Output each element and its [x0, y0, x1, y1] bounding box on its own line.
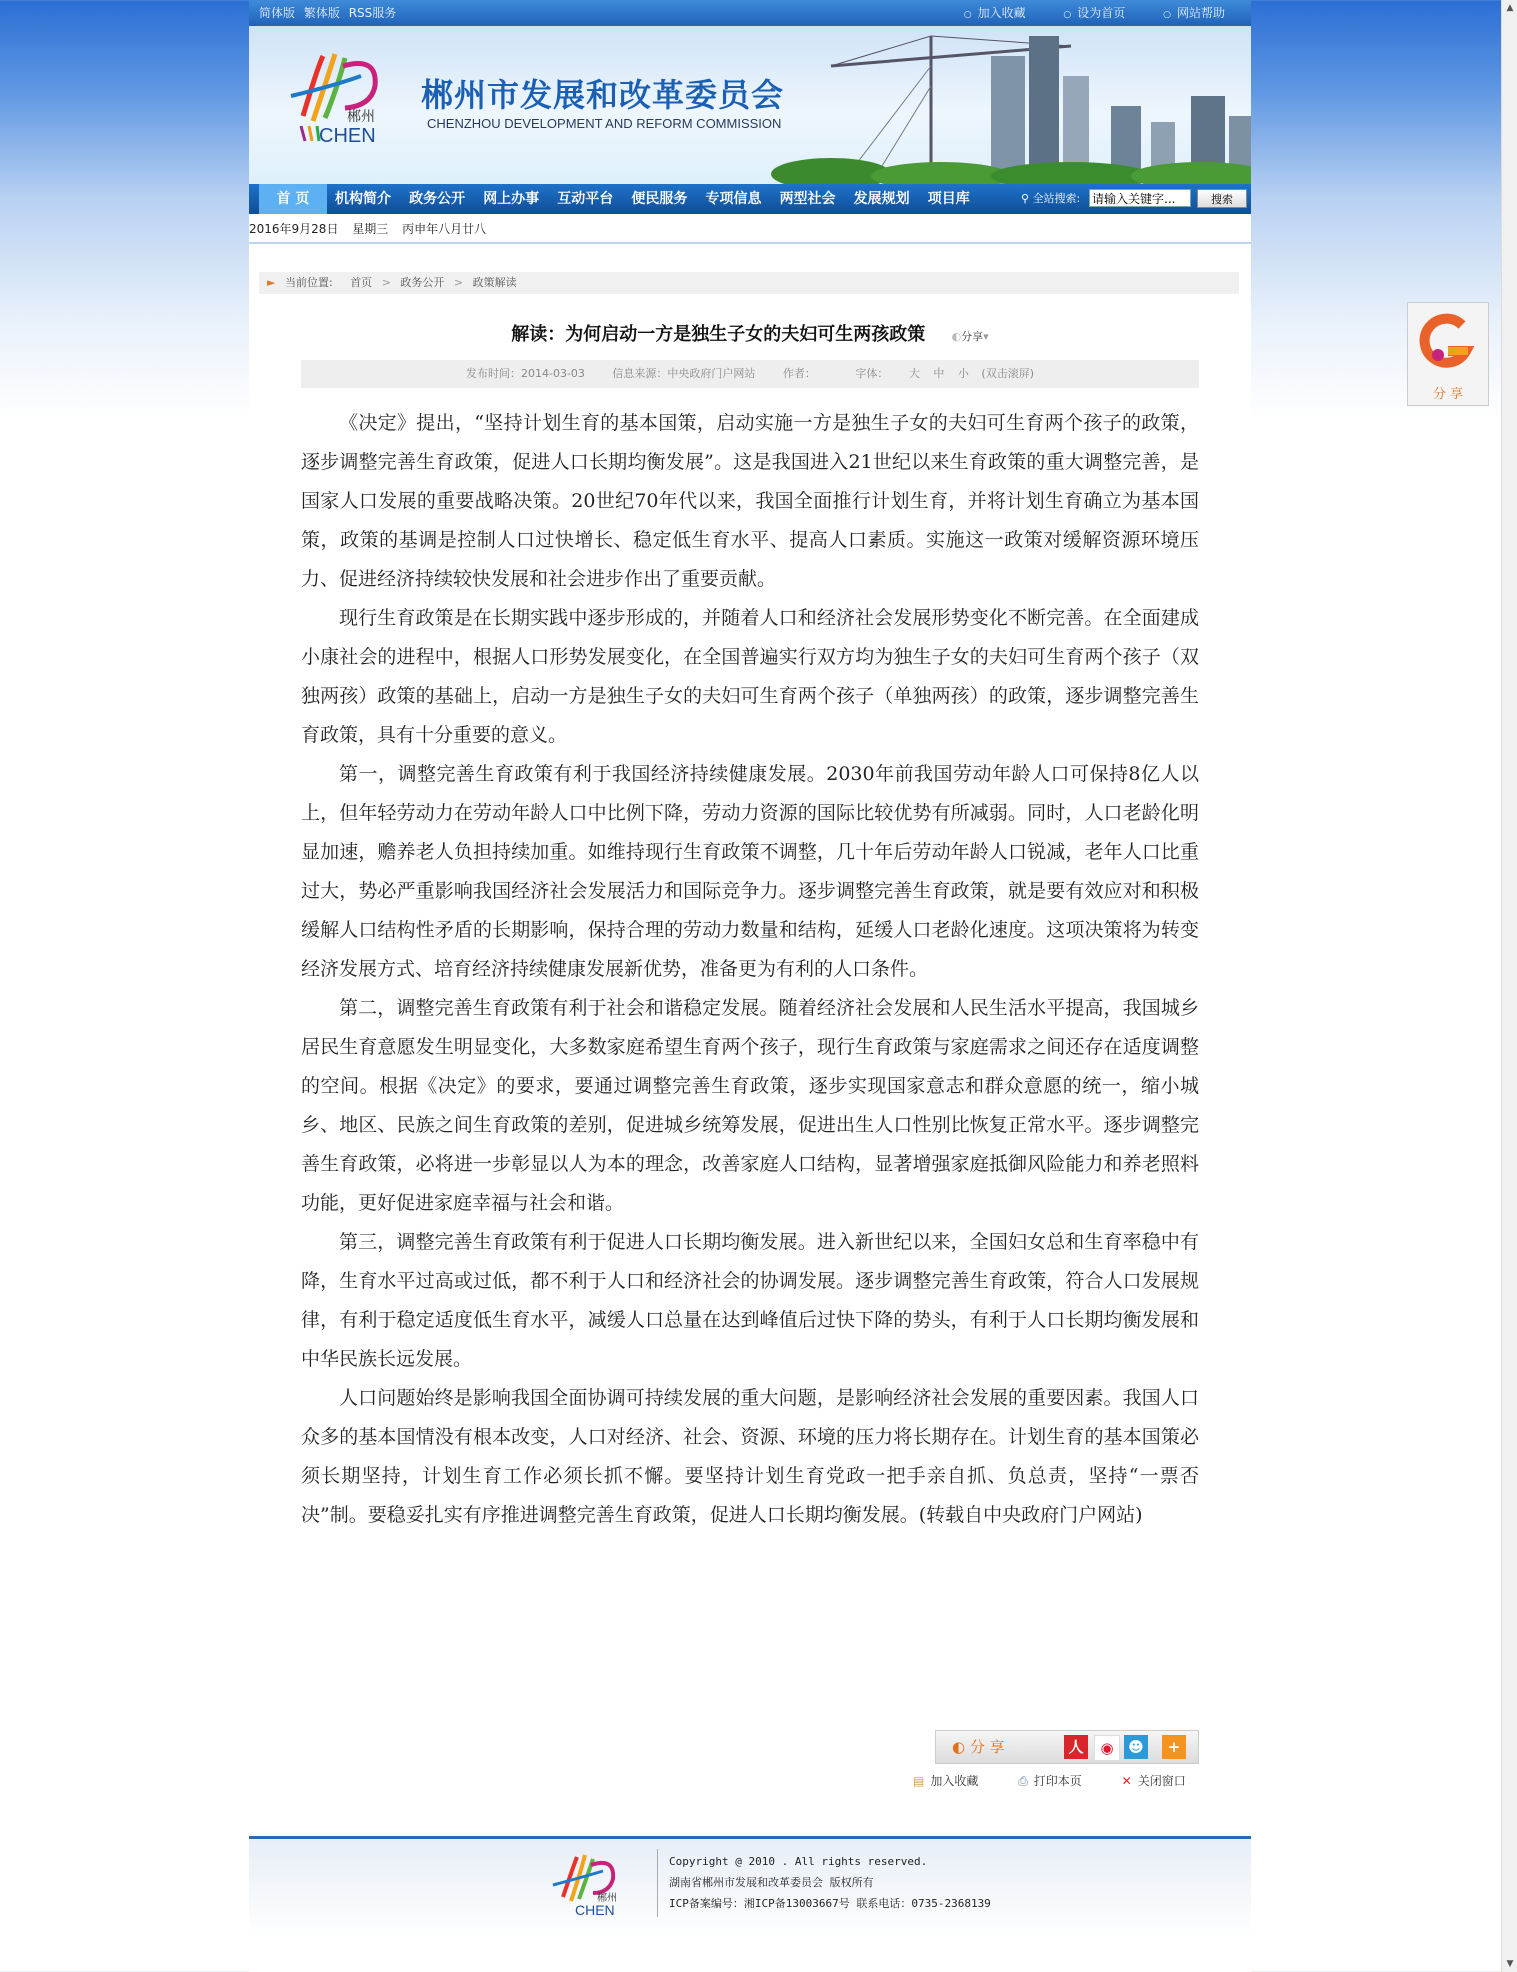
nav-item-project-library[interactable]: 项目库 — [927, 191, 970, 207]
floating-share-label: 分 享 — [1432, 387, 1464, 402]
share-small-icon: ◐ — [951, 330, 962, 343]
owner: 湖南省郴州市发展和改革委员会 版权所有 — [669, 1876, 874, 1889]
font-size-small[interactable]: 小 — [957, 367, 969, 380]
font-size-large[interactable]: 大 — [908, 367, 920, 380]
lunar-date: 丙申年八月廿八 — [402, 222, 487, 236]
nav-home[interactable]: 首 页 — [259, 184, 327, 214]
author: 作者： — [782, 367, 816, 380]
breadcrumb-arrow-icon: ► — [267, 276, 276, 289]
chevron-down-icon: ▾ — [983, 330, 989, 343]
breadcrumb-separator-icon: > — [381, 276, 391, 289]
article-paragraph: 第一，调整完善生育政策有利于我国经济持续健康发展。2030年前我国劳动年龄人口可保持8亿人以上，但年轻劳动力在劳动年龄人口中比例下降，劳动力资源的国际比较优势有所减弱。同时，人口老龄化明显加速，赡养老人负担持续加重。如维持现行生育政策不调整，几十年后劳动年龄人口锐减，老年人口比重过大，势必严重影响我国经济社会发展活力和国际竞争力。逐步调整完善生育政策，就是要有效应对和积极缓解人口结构性矛盾的长期影响，保持合理的劳动力数量和结构，延缓人口老龄化速度。这项决策将为转变经济发展方式、培育经济持续健康发展新优势，准备更为有利的人口条件。 — [301, 763, 1199, 980]
footer-separator — [657, 1849, 658, 1917]
article-paragraph: 第三，调整完善生育政策有利于促进人口长期均衡发展。进入新世纪以来，全国妇女总和生育率稳中有降，生育水平过高或过低，都不利于人口和经济社会的协调发展。逐步调整完善生育政策，符合人口发展规律，有利于稳定适度低生育水平，减缓人口总量在达到峰值后过快下降的势头，有利于人口长期均衡发展和中华民族长远发展。 — [301, 1231, 1199, 1370]
article-tools — [913, 1772, 1222, 1789]
renren-icon[interactable]: 人 — [1064, 1735, 1088, 1759]
page-container — [249, 0, 1251, 1972]
main-nav — [249, 184, 1251, 214]
scroll-down-icon[interactable]: ▼ — [1506, 1959, 1514, 1969]
search-input[interactable] — [1089, 189, 1191, 207]
scroll-hint: (双击滚屏) — [981, 367, 1035, 380]
footer-logo-icon — [549, 1851, 639, 1917]
print-tool[interactable]: ⎙ 打印本页 — [1018, 1774, 1082, 1788]
floating-share-widget[interactable] — [1407, 302, 1489, 406]
more-icon[interactable]: + — [1162, 1735, 1186, 1759]
nav-item-gov-affairs[interactable]: 政务公开 — [409, 191, 466, 207]
date-bar — [249, 220, 496, 237]
breadcrumb-gov-affairs[interactable]: 政务公开 — [400, 276, 445, 289]
search-button[interactable]: 搜索 — [1197, 189, 1247, 208]
folder-icon: ▤ — [913, 1774, 925, 1788]
info-source: 信息来源：中央政府门户网站 — [612, 367, 756, 380]
link-add-favorite[interactable]: ○ 加入收藏 — [964, 6, 1026, 20]
link-simplified[interactable]: 简体版 — [259, 6, 296, 20]
share-logo-icon: ◐ — [952, 1738, 966, 1756]
site-title-cn: 郴州市发展和改革委员会 — [421, 76, 785, 114]
breadcrumb — [259, 272, 1239, 294]
link-set-homepage[interactable]: ○ 设为首页 — [1063, 6, 1125, 20]
vertical-scrollbar[interactable] — [1501, 0, 1517, 1972]
site-banner — [249, 26, 1251, 184]
svg-text:CHEN: CHEN — [319, 125, 376, 146]
logo-icon — [283, 46, 413, 146]
svg-text:郴州: 郴州 — [347, 109, 375, 125]
qq-icon[interactable]: ☻ — [1124, 1735, 1148, 1759]
breadcrumb-policy-interpretation[interactable]: 政策解读 — [472, 276, 517, 289]
nav-item-development-plan[interactable]: 发展规划 — [853, 191, 910, 207]
current-weekday: 星期三 — [352, 222, 389, 236]
add-favorite-tool[interactable]: ▤ 加入收藏 — [913, 1774, 979, 1788]
font-size-medium[interactable]: 中 — [933, 367, 945, 380]
font-size-label: 字体： — [855, 367, 889, 380]
article-title: 解读：为何启动一方是独生子女的夫妇可生两孩政策 — [511, 324, 926, 345]
breadcrumb-separator-icon: > — [453, 276, 464, 289]
site-search — [1021, 188, 1245, 210]
share-logo-icon — [1408, 303, 1488, 383]
article-paragraph: 现行生育政策是在长期实践中逐步形成的，并随着人口和经济社会发展形势变化不断完善。在全面建成小康社会的进程中，根据人口形势发展变化，在全国普遍实行双方均为独生子女的夫妇可生育两个孩子（双独两孩）政策的基础上，启动一方是独生子女的夫妇可生育两个孩子（单独两孩）的政策，逐步调整完善生育政策，具有十分重要的意义。 — [301, 607, 1199, 746]
site-logo[interactable] — [283, 46, 413, 150]
scroll-up-icon[interactable]: ▲ — [1506, 3, 1514, 13]
nav-item-about[interactable]: 机构简介 — [335, 191, 391, 207]
publish-date: 发布时间：2014-03-03 — [465, 367, 585, 380]
svg-text:CHEN: CHEN — [575, 1902, 615, 1917]
link-traditional[interactable]: 繁体版 — [303, 6, 340, 20]
article-body — [301, 404, 1199, 1535]
svg-text:郴州: 郴州 — [597, 1893, 617, 1904]
copyright: Copyright @ 2010 . All rights reserved. — [669, 1855, 928, 1868]
article-meta — [301, 360, 1199, 388]
footer-text — [669, 1851, 991, 1914]
nav-item-special-info[interactable]: 专项信息 — [705, 191, 762, 207]
divider — [249, 242, 1251, 244]
link-rss[interactable]: RSS服务 — [348, 6, 397, 20]
share-button[interactable]: ◐ 分 享 — [952, 1738, 1005, 1756]
site-title-en: CHENZHOU DEVELOPMENT AND REFORM COMMISSION — [427, 116, 782, 131]
article-paragraph: 人口问题始终是影响我国全面协调可持续发展的重大问题，是影响经济社会发展的重要因素。我国人口众多的基本国情没有根本改变，人口对经济、社会、资源、环境的压力将长期存在。计划生育的基本国策必须长期坚持，计划生育工作必须长抓不懈。要坚持计划生育党政一把手亲自抓、负总责，坚持“一票否决”制。要稳妥扎实有序推进调整完善生育政策，促进人口长期均衡发展。(转载自中央政府门户网站) — [301, 1387, 1199, 1526]
print-icon: ⎙ — [1018, 1774, 1028, 1788]
close-icon: ✕ — [1121, 1774, 1132, 1788]
nav-item-two-type-society[interactable]: 两型社会 — [779, 191, 836, 207]
article-paragraph: 第二，调整完善生育政策有利于社会和谐稳定发展。随着经济社会发展和人民生活水平提高，我国城乡居民生育意愿发生明显变化，大多数家庭希望生育两个孩子，现行生育政策与家庭需求之间还存在适度调整的空间。根据《决定》的要求，要通过调整完善生育政策，逐步实现国家意志和群众意愿的统一，缩小城乡、地区、民族之间生育政策的差别，促进城乡统筹发展，促进出生人口性别比恢复正常水平。逐步调整完善生育政策，必将进一步彰显以人为本的理念，改善家庭人口结构，显著增强家庭抵御风险能力和养老照料功能，更好促进家庭幸福与社会和谐。 — [301, 997, 1199, 1214]
search-icon: ⚲ — [1021, 192, 1030, 205]
share-bar — [935, 1730, 1199, 1764]
footer-logo — [549, 1851, 639, 1921]
search-label: ⚲ 全站搜索: — [1021, 192, 1081, 205]
nav-item-public-services[interactable]: 便民服务 — [631, 191, 688, 207]
icp-contact: ICP备案编号：湘ICP备13003667号 联系电话：0735-2368139 — [669, 1897, 991, 1910]
link-help[interactable]: ○ 网站帮助 — [1163, 6, 1225, 20]
city-skyline-image — [771, 26, 1251, 184]
nav-item-interaction[interactable]: 互动平台 — [557, 191, 614, 207]
top-bar — [249, 0, 1251, 26]
article-paragraph: 《决定》提出，“坚持计划生育的基本国策，启动实施一方是独生子女的夫妇可生育两个孩子的政策，逐步调整完善生育政策，促进人口长期均衡发展”。这是我国进入21世纪以来生育政策的重大调整完善，是国家人口发展的重要战略决策。20世纪70年代以来，我国全面推行计划生育，并将计划生育确立为基本国策，政策的基调是控制人口过快增长、稳定低生育水平、提高人口素质。实施这一政策对缓解资源环境压力、促进经济持续较快发展和社会进步作出了重要贡献。 — [301, 412, 1199, 590]
share-dropdown[interactable]: ◐分享▾ — [951, 330, 989, 343]
article-title-row — [249, 320, 1251, 346]
site-footer — [249, 1839, 1251, 1939]
nav-item-online-services[interactable]: 网上办事 — [483, 191, 540, 207]
current-date: 2016年9月28日 — [249, 222, 339, 236]
breadcrumb-label: 当前位置: — [284, 276, 333, 289]
breadcrumb-home[interactable]: 首页 — [350, 276, 373, 289]
close-window-tool[interactable]: ✕ 关闭窗口 — [1121, 1774, 1186, 1788]
weibo-icon[interactable]: ◉ — [1094, 1735, 1120, 1761]
